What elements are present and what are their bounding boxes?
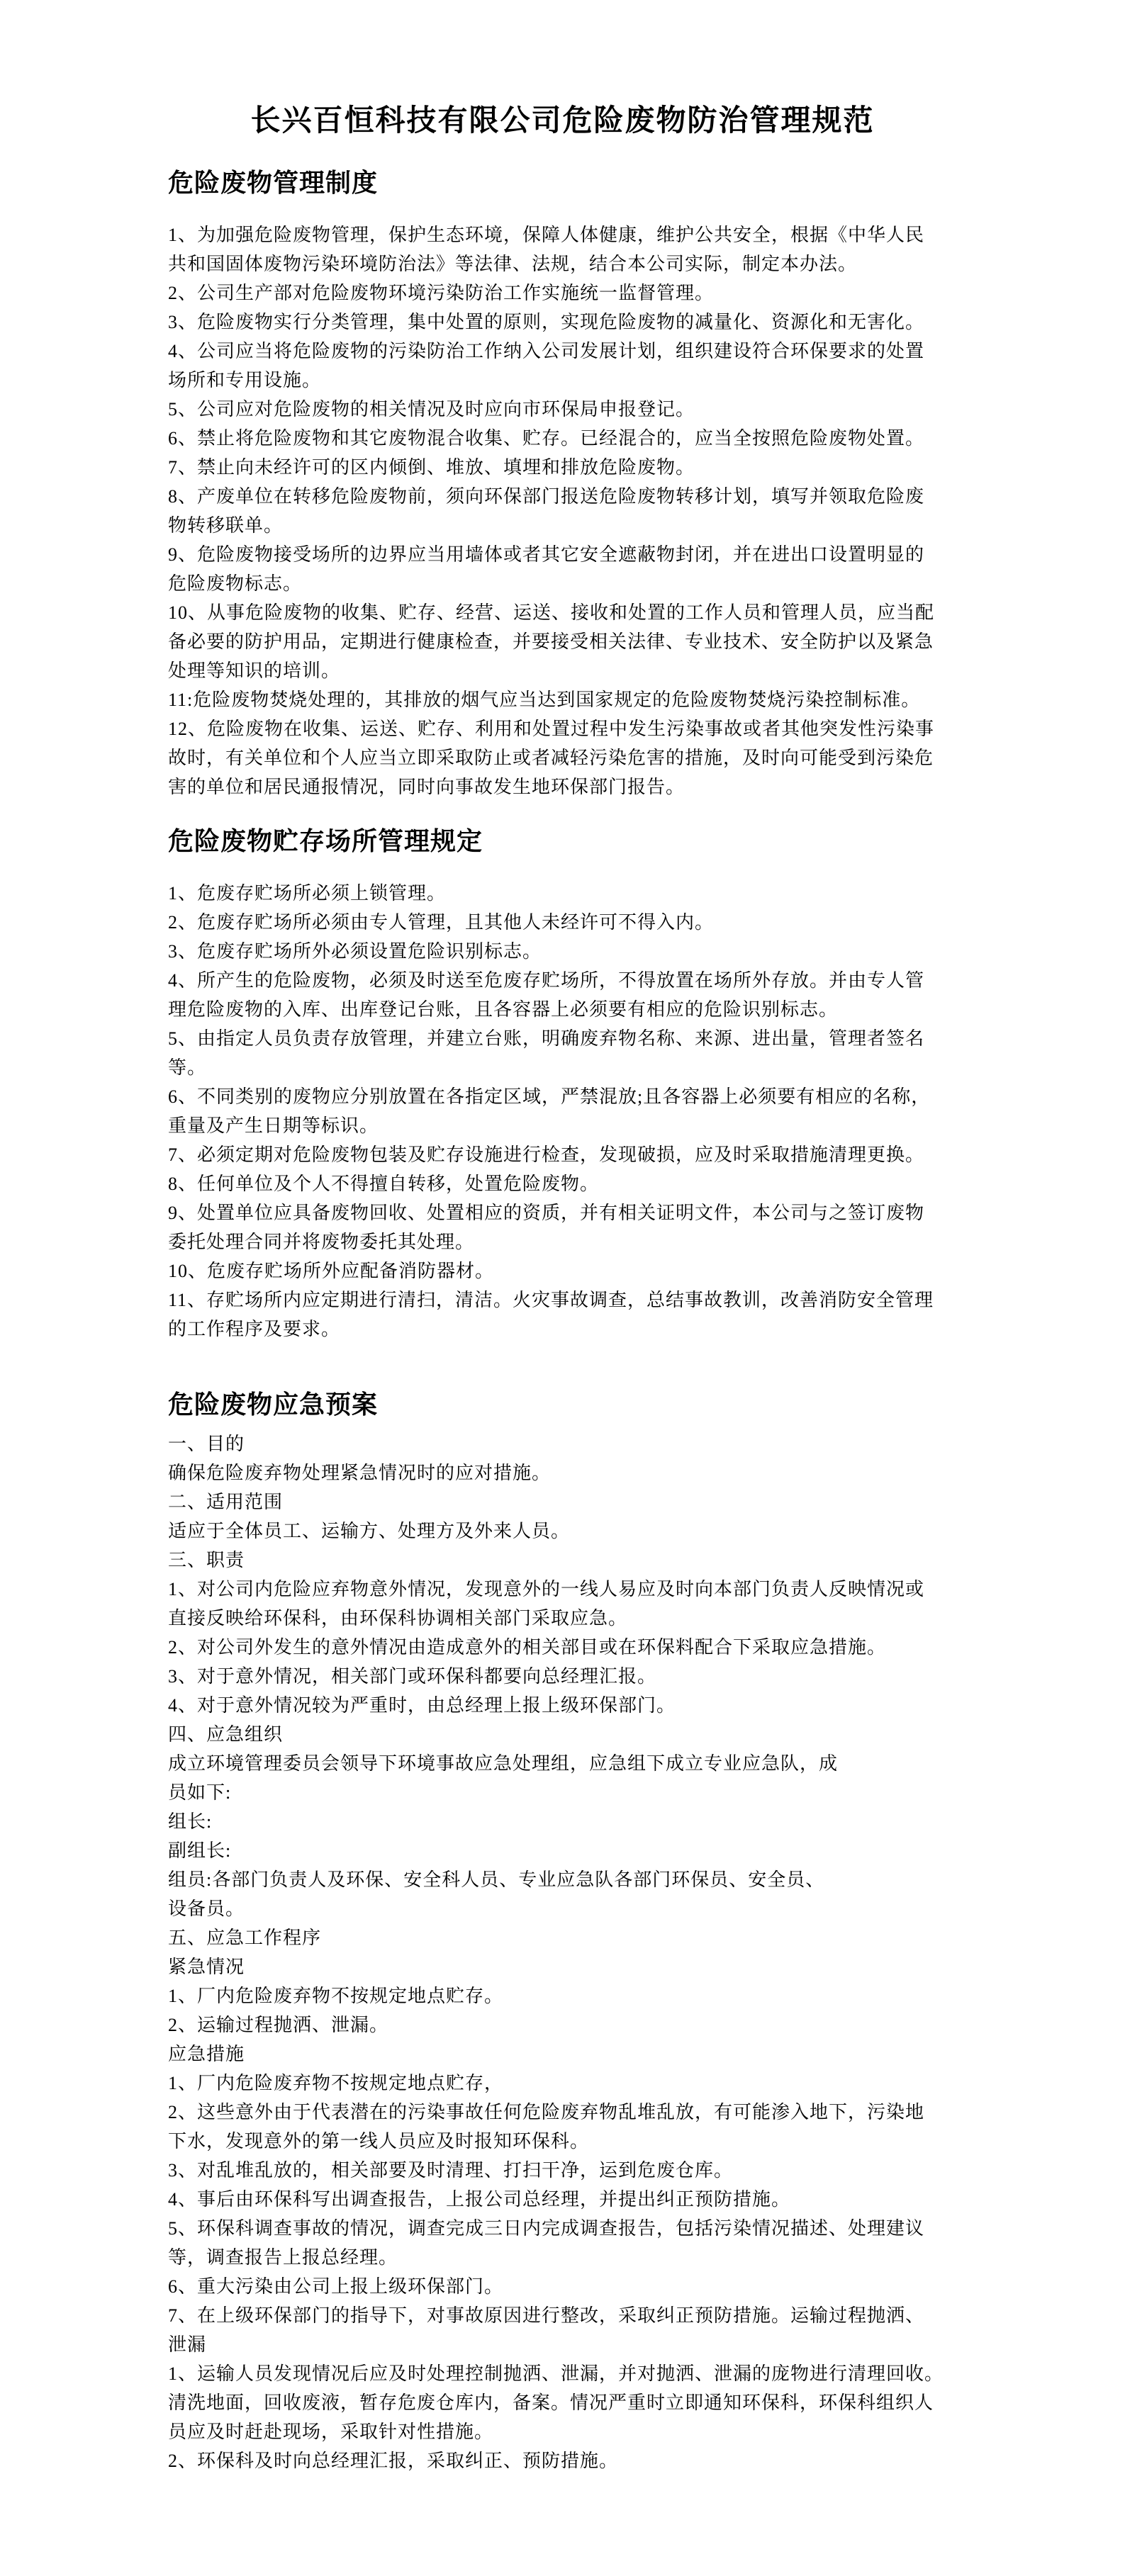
text-line: 组员:各部门负责人及环保、安全科人员、专业应急队各部门环保员、安全员、 — [168, 1869, 825, 1890]
text-line: 成立环境管理委员会领导下环境事故应急处理组，应急组下成立专业应急队，成 — [168, 1753, 839, 1774]
text-line: 应急措施 — [168, 2043, 245, 2064]
text-line: 重量及产生日期等标识。 — [168, 1115, 379, 1136]
text-line: 7、禁止向未经许可的区内倾倒、堆放、填埋和排放危险废物。 — [168, 456, 695, 478]
text-line: 设备员。 — [168, 1898, 245, 1919]
text-line: 7、在上级环保部门的指导下，对事故原因进行整改，采取纠正预防措施。运输过程抛洒、 — [168, 2305, 925, 2326]
text-line: 的工作程序及要求。 — [168, 1318, 341, 1339]
document-title: 长兴百恒科技有限公司危险废物防治管理规范 — [250, 105, 875, 137]
text-line: 组长: — [168, 1811, 213, 1832]
text-line: 等，调查报告上报总经理。 — [168, 2246, 398, 2268]
text-line: 等。 — [168, 1057, 207, 1078]
text-line: 理危险废物的入库、出库登记台账，且各容器上必须要有相应的危险识别标志。 — [168, 999, 839, 1020]
text-line: 3、对于意外情况，相关部门或环保科都要向总经理汇报。 — [168, 1665, 657, 1687]
text-line: 紧急情况 — [168, 1956, 245, 1977]
text-line: 确保危险废弃物处理紧急情况时的应对措施。 — [168, 1462, 552, 1483]
text-line: 1、危废存贮场所必须上锁管理。 — [168, 882, 447, 904]
text-line: 10、危废存贮场所外应配备消防器材。 — [168, 1260, 495, 1281]
section-heading: 危险废物贮存场所管理规定 — [168, 826, 483, 855]
text-line: 8、任何单位及个人不得擅自转移，处置危险废物。 — [168, 1173, 600, 1194]
text-line: 1、厂内危险废弃物不按规定地点贮存。 — [168, 1985, 504, 2006]
text-line: 害的单位和居民通报情况，同时向事故发生地环保部门报告。 — [168, 776, 685, 797]
text-line: 场所和专用设施。 — [168, 369, 322, 390]
text-line: 物转移联单。 — [168, 514, 284, 536]
text-line: 7、必须定期对危险废物包装及贮存设施进行检查，发现破损，应及时采取措施清理更换。 — [168, 1144, 925, 1165]
text-line: 6、禁止将危险废物和其它废物混合收集、贮存。已经混合的，应当全按照危险废物处置。 — [168, 427, 925, 449]
text-line: 6、不同类别的废物应分别放置在各指定区域，严禁混放;且各容器上必须要有相应的名称， — [168, 1086, 931, 1107]
section-heading: 危险废物管理制度 — [168, 168, 379, 197]
text-line: 1、运输人员发现情况后应及时处理控制抛洒、泄漏，并对抛洒、泄漏的庞物进行清理回收。 — [168, 2363, 944, 2384]
text-line: 6、重大污染由公司上报上级环保部门。 — [168, 2276, 504, 2297]
text-line: 3、危废存贮场所外必须设置危险识别标志。 — [168, 940, 542, 962]
text-line: 一、目的 — [168, 1433, 245, 1454]
text-line: 9、处置单位应具备废物回收、处置相应的资质，并有相关证明文件，本公司与之签订废物 — [168, 1202, 925, 1223]
text-line: 3、危险废物实行分类管理，集中处置的原则，实现危险废物的减量化、资源化和无害化。 — [168, 311, 925, 332]
text-line: 泄漏 — [168, 2334, 207, 2355]
text-line: 2、这些意外由于代表潜在的污染事故任何危险废弃物乱堆乱放，有可能渗入地下，污染地 — [168, 2101, 925, 2122]
text-line: 8、产废单位在转移危险废物前，须向环保部门报送危险废物转移计划，填写并领取危险废 — [168, 485, 925, 507]
document-body — [168, 167, 957, 2475]
text-line: 处理等知识的培训。 — [168, 660, 341, 681]
text-line: 3、对乱堆乱放的，相关部要及时清理、打扫干净，运到危废仓库。 — [168, 2159, 734, 2181]
text-line: 故时，有关单位和个人应当立即采取防止或者减轻污染危害的措施，及时向可能受到污染危 — [168, 747, 934, 768]
text-line: 11:危险废物焚烧处理的，其排放的烟气应当达到国家规定的危险废物焚烧污染控制标准。 — [168, 689, 921, 710]
text-line: 直接反映给环保科，由环保科协调相关部门采取应急。 — [168, 1607, 628, 1629]
text-line: 4、对于意外情况较为严重时，由总经理上报上级环保部门。 — [168, 1694, 676, 1716]
text-line: 4、公司应当将危险废物的污染防治工作纳入公司发展计划，组织建设符合环保要求的处置 — [168, 340, 925, 361]
text-line: 五、应急工作程序 — [168, 1927, 322, 1948]
text-line: 4、事后由环保科写出调查报告，上报公司总经理，并提出纠正预防措施。 — [168, 2188, 791, 2210]
text-line: 员应及时赶赴现场，采取针对性措施。 — [168, 2421, 494, 2442]
text-line: 2、危废存贮场所必须由专人管理，且其他人未经许可不得入内。 — [168, 911, 715, 933]
text-line: 1、厂内危险废弃物不按规定地点贮存， — [168, 2072, 504, 2093]
text-line: 11、存贮场所内应定期进行清扫，清洁。火灾事故调查，总结事故教训，改善消防安全管理 — [168, 1289, 934, 1310]
text-line: 4、所产生的危险废物，必须及时送至危废存贮场所，不得放置在场所外存放。并由专人管 — [168, 969, 925, 991]
text-line: 12、危险废物在收集、运送、贮存、利用和处置过程中发生污染事故或者其他突发性污染事 — [168, 718, 935, 739]
text-line: 危险废物标志。 — [168, 573, 303, 594]
text-line: 共和国固体废物污染环境防治法》等法律、法规，结合本公司实际，制定本办法。 — [168, 253, 858, 274]
text-line: 副组长: — [168, 1840, 232, 1861]
text-line: 备必要的防护用品，定期进行健康检查，并要接受相关法律、专业技术、安全防护以及紧急 — [168, 631, 934, 652]
text-line: 1、对公司内危险应弃物意外情况，发现意外的一线人易应及时向本部门负责人反映情况或 — [168, 1578, 925, 1599]
text-line: 二、适用范围 — [168, 1491, 284, 1512]
text-line: 2、对公司外发生的意外情况由造成意外的相关部目或在环保料配合下采取应急措施。 — [168, 1636, 887, 1658]
text-line: 5、环保科调查事故的情况，调查完成三日内完成调查报告，包括污染情况描述、处理建议 — [168, 2217, 925, 2239]
text-line: 委托处理合同并将废物委托其处理。 — [168, 1231, 475, 1252]
text-line: 10、从事危险废物的收集、贮存、经营、运送、接收和处置的工作人员和管理人员，应当配 — [168, 602, 935, 623]
text-line: 9、危险废物接受场所的边界应当用墙体或者其它安全遮蔽物封闭，并在进出口设置明显的 — [168, 544, 925, 565]
text-line: 下水，发现意外的第一线人员应及时报知环保科。 — [168, 2130, 590, 2152]
text-line: 员如下: — [168, 1782, 232, 1803]
section-heading: 危险废物应急预案 — [168, 1390, 379, 1419]
text-line: 2、运输过程抛洒、泄漏。 — [168, 2014, 389, 2035]
text-line: 1、为加强危险废物管理，保护生态环境，保障人体健康，维护公共安全，根据《中华人民 — [168, 224, 925, 245]
text-line: 2、公司生产部对危险废物环境污染防治工作实施统一监督管理。 — [168, 282, 715, 303]
text-line: 适应于全体员工、运输方、处理方及外来人员。 — [168, 1520, 571, 1541]
text-line: 三、职责 — [168, 1549, 245, 1570]
text-line: 5、公司应对危险废物的相关情况及时应向市环保局申报登记。 — [168, 398, 695, 420]
text-line: 2、环保科及时向总经理汇报，采取纠正、预防措施。 — [168, 2450, 619, 2471]
text-line: 清洗地面，回收废液，暂存危废仓库内，备案。情况严重时立即通知环保科，环保科组织人 — [168, 2392, 934, 2413]
text-line: 四、应急组织 — [168, 1723, 284, 1745]
text-line: 5、由指定人员负责存放管理，并建立台账，明确废弃物名称、来源、进出量，管理者签名 — [168, 1028, 925, 1049]
